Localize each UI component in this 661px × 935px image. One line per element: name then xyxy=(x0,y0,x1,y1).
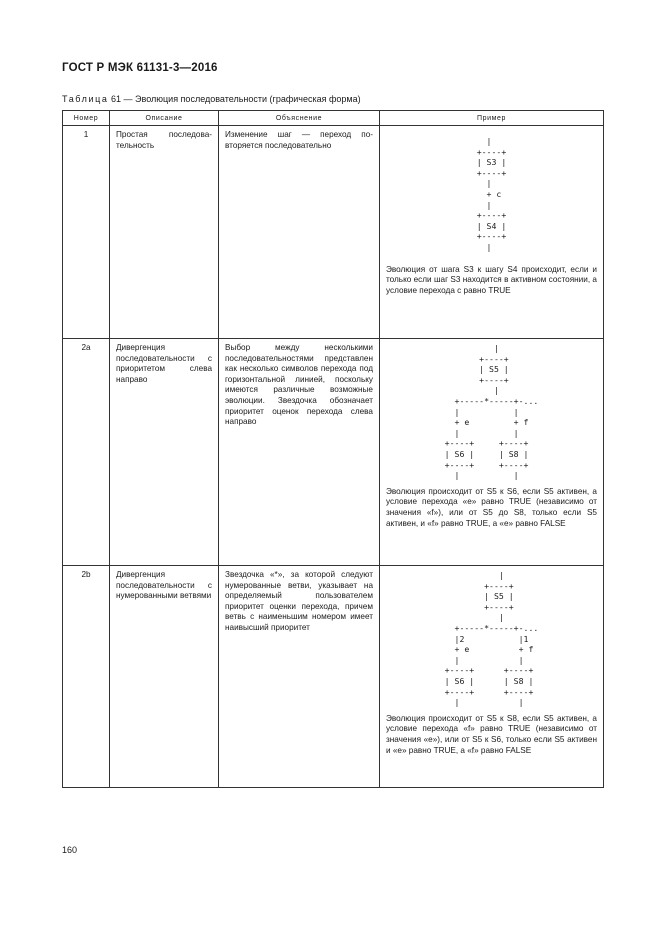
caption-prefix: Таблица xyxy=(62,94,109,104)
caption-text: — Эволюция последовательности (графическая форма) xyxy=(123,94,361,104)
caption-number: 61 xyxy=(111,94,122,104)
column-header-description: Описание xyxy=(110,111,219,126)
table-header-row xyxy=(63,111,604,126)
table-row xyxy=(63,566,604,788)
row-number: 2a xyxy=(63,339,110,566)
row-explanation: Изменение шаг — переход по-вторяется последовательно xyxy=(219,126,380,339)
example-text: Эволюция от шага S3 к шагу S4 происходит, если и только если шаг S3 находится в активном состоянии, а условие перехода с равно TRUE xyxy=(386,264,597,295)
column-header-example: Пример xyxy=(380,111,604,126)
row-explanation: Выбор между несколькими последовательностями представлен как несколько символов перехода под горизонтальной линией, поскольку имеются различные возможные эволюции. Звездочка обозначает приоритет оценок перехода слева направо xyxy=(219,339,380,566)
column-header-number: Номер xyxy=(63,111,110,126)
example-text: Эволюция происходит от S5 к S8, если S5 активен, а условие перехода «f» равно TRUE (независимо от значения «e»), или от S5 к S6, только если S5 активен и «e» равно TRUE, а «f» равно FALSE xyxy=(386,713,597,755)
row-explanation: Звездочка «*», за которой следуют нумерованные ветви, указывает на определяемый пользователем приоритет оценки перехода, причем ветвь с наименьшим номером имеет наивысший приоритет xyxy=(219,566,380,788)
row-description: Простая последова-тельность xyxy=(110,126,219,339)
row-example xyxy=(380,566,604,788)
page-number: 160 xyxy=(62,845,78,855)
column-header-explanation: Объяснение xyxy=(219,111,380,126)
row-example xyxy=(380,339,604,566)
table-caption xyxy=(62,94,361,104)
evolution-table xyxy=(62,110,604,788)
sfc-diagram: | +----+ | S5 | +----+ | +-----*-----+-... | | + e + f | | +----+ +----+ | S6 | | S8 | +----+ +----+ | | xyxy=(444,343,539,481)
document-title: ГОСТ Р МЭК 61131-3—2016 xyxy=(62,62,218,74)
row-description: Дивергенция последовательности с приоритетом слева направо xyxy=(110,339,219,566)
row-number: 2b xyxy=(63,566,110,788)
row-description: Дивергенция последовательности с нумерованными ветвями xyxy=(110,566,219,788)
sfc-diagram: | +----+ | S3 | +----+ | + c | +----+ | S4 | +----+ | xyxy=(476,136,507,252)
row-number: 1 xyxy=(63,126,110,339)
table-row xyxy=(63,126,604,339)
example-text: Эволюция происходит от S5 к S6, если S5 активен, а условие перехода «e» равно TRUE (независимо от значения «f»), или от S5 до S8, только если S5 активен, и «f» равно TRUE, а «e» равно FALSE xyxy=(386,486,597,528)
table-row xyxy=(63,339,604,566)
row-example xyxy=(380,126,604,339)
sfc-diagram: | +----+ | S5 | +----+ | +-----*-----+-... |2 |1 + e + f | | +----+ +----+ | S6 | | S8 | +----+ +----+ | | xyxy=(444,570,539,708)
